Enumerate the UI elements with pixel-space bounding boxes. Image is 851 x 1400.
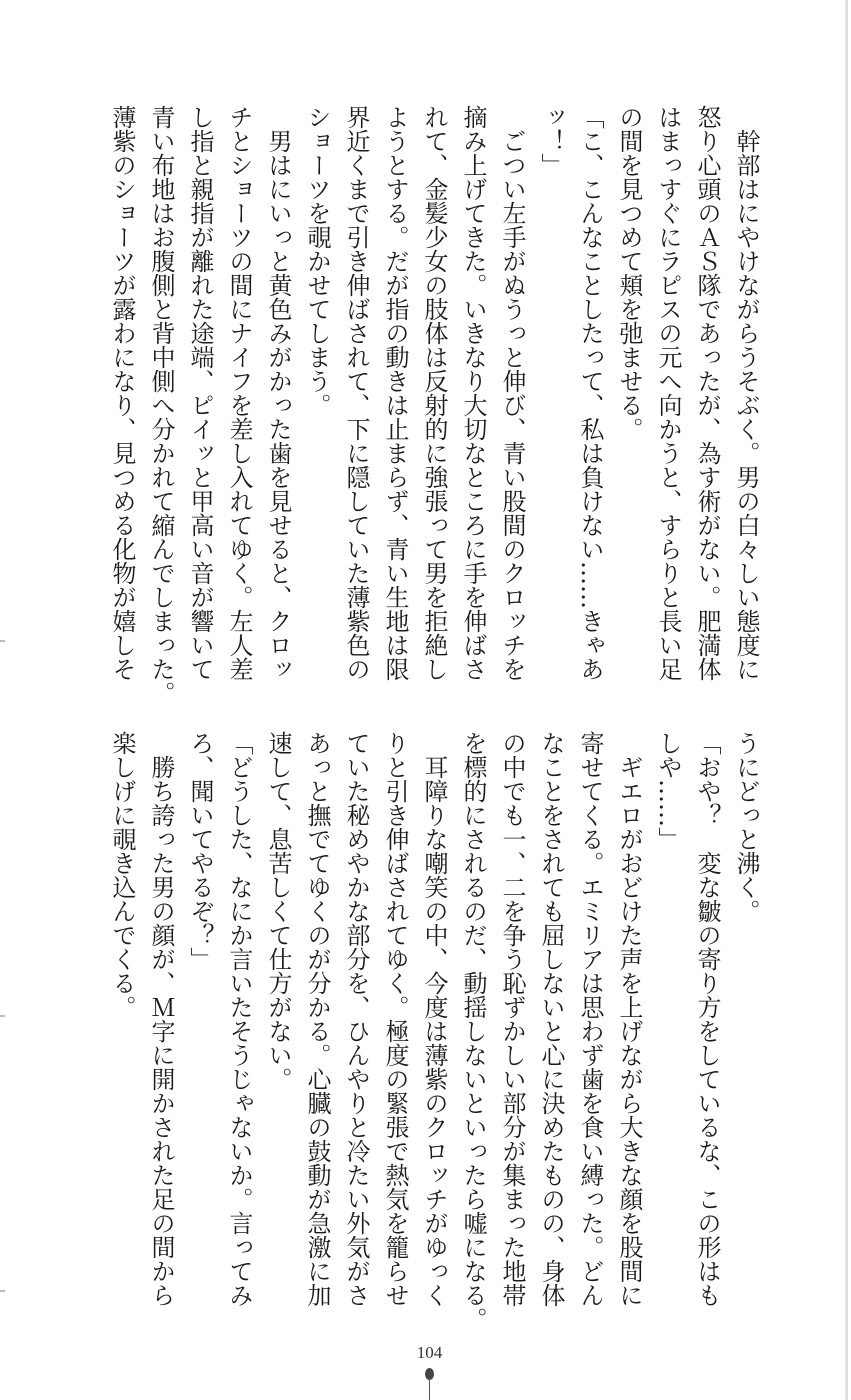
text-line: 耳障りな嘲笑の中、今度は薄紫のクロッチがゆっく [420, 731, 448, 1307]
text-line: 勝ち誇った男の顔が、Ｍ字に開かされた足の間から [147, 731, 175, 1307]
scan-mark [0, 640, 5, 642]
text-line: しや……」 [654, 731, 682, 851]
text-line: ショーツを覗かせてしまう。 [303, 105, 331, 417]
text-line: を標的にされるのだ、動揺しないといったら嘘になる。 [459, 731, 487, 1331]
scan-mark [0, 1290, 5, 1292]
text-line: の間を見つめて頬を弛ませる。 [615, 105, 643, 441]
text-line: 怒り心頭のＡＳ隊であったが、為す術がない。肥満体 [693, 105, 721, 681]
text-block-lower [102, 731, 765, 1331]
text-line: 幹部はにやけながらうそぶく。男の白々しい態度に [732, 105, 760, 681]
text-line: 「どうした、なにか言いたそうじゃないか。言ってみ [225, 731, 253, 1307]
text-line: れて、金髪少女の肢体は反射的に強張って男を拒絶し [420, 105, 448, 681]
text-line: ろ、聞いてやるぞ？」 [186, 731, 214, 971]
text-line: あっと撫でてゆくのが分かる。心臓の鼓動が急激に加 [303, 731, 331, 1307]
text-line: 楽しげに覗き込んでくる。 [108, 731, 136, 1019]
text-block-upper [102, 105, 765, 705]
text-line: うにどっと沸く。 [732, 731, 760, 923]
text-line: し指と親指が離れた途端、ピイッと甲高い音が響いて [186, 105, 214, 681]
text-line: 摘み上げてきた。いきなり大切なところに手を伸ばさ [459, 105, 487, 681]
text-line: ていた秘めやかな部分を、ひんやりと冷たい外気がさ [342, 731, 370, 1307]
text-line: 速して、息苦しくて仕方がない。 [264, 731, 292, 1091]
text-line: ギエロがおどけた声を上げながら大きな顔を股間に [615, 731, 643, 1307]
page-number: 104 [416, 1343, 443, 1362]
text-line: 「こ、こんなことしたって、私は負けない……きゃあ [576, 105, 604, 681]
scan-mark [0, 1015, 5, 1017]
text-line: りと引き伸ばされてゆく。極度の緊張で熱気を籠らせ [381, 731, 409, 1307]
text-line: の中でも一、二を争う恥ずかしい部分が集まった地帯 [498, 731, 526, 1307]
text-line: 寄せてくる。エミリアは思わず歯を食い縛った。どん [576, 731, 604, 1307]
text-line: 男はにいっと黄色みがかった歯を見せると、クロッ [264, 105, 292, 681]
text-line: チとショーツの間にナイフを差し入れてゆく。左人差 [225, 105, 253, 681]
text-line: 「おや？ 変な皺の寄り方をしているな、この形はも [693, 731, 721, 1307]
text-line: 薄紫のショーツが露わになり、見つめる化物が嬉しそ [108, 105, 136, 681]
text-line: はまっすぐにラピスの元へ向かうと、すらりと長い足 [654, 105, 682, 681]
page-edge [845, 0, 848, 1400]
text-line: なことをされても屈しないと心に決めたものの、身体 [537, 731, 565, 1307]
text-line: ッ！」 [537, 105, 565, 177]
text-line: 界近くまで引き伸ばされて、下に隠していた薄紫色の [342, 105, 370, 681]
text-line: ごつい左手がぬうっと伸び、青い股間のクロッチを [498, 105, 526, 681]
text-line: 青い布地はお腹側と背中側へ分かれて縮んでしまった。 [147, 105, 175, 705]
page-marker-line [429, 1378, 430, 1400]
text-line: ようとする。だが指の動きは止まらず、青い生地は限 [381, 105, 409, 681]
